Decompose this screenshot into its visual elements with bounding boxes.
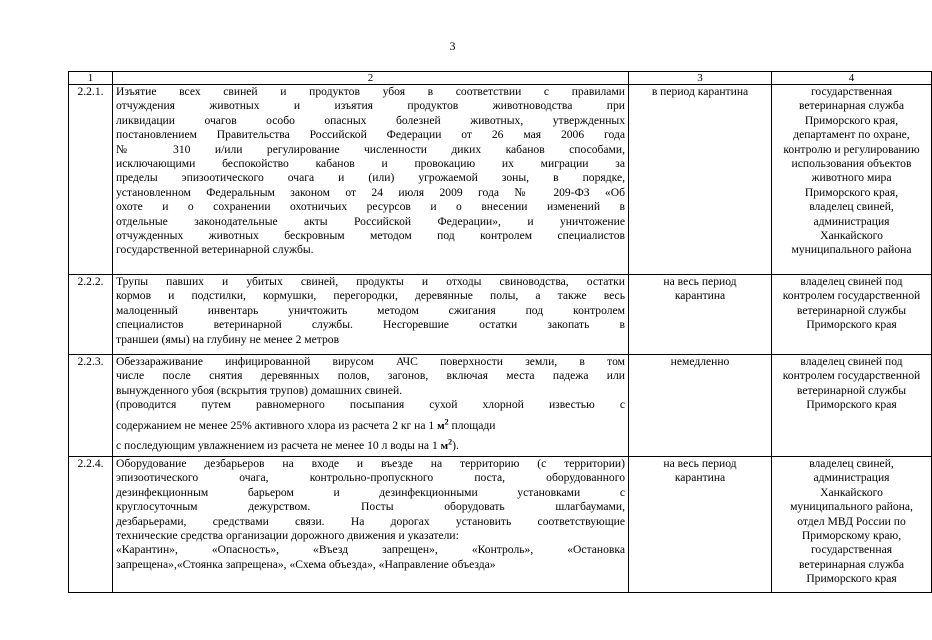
description-line: государственной ветеринарной службы.: [116, 243, 314, 257]
responsible-line: ветеринарная служба: [799, 557, 904, 571]
row-description: [113, 85, 629, 275]
description-line: пределы эпизоотического очага и (или) угрожаемой зоны, в порядке,: [116, 171, 625, 185]
responsible-line: Приморского края: [806, 318, 897, 332]
description-line: [116, 439, 625, 453]
responsible-line: контролем государственной: [782, 369, 921, 383]
row-responsible: [772, 457, 932, 593]
responsible-line: ветеринарная служба: [799, 99, 904, 113]
description-line: малоценный инвентарь уничтожить методом сжигания под контролем: [116, 303, 625, 317]
row-description: [113, 275, 629, 355]
description-line: отдельные законодательные акты Российской Федерации», и уничтожение: [116, 214, 625, 228]
row-term: [629, 355, 772, 457]
description-line: числе после снятия деревянных полов, загонов, включая места падежа или: [116, 369, 625, 383]
description-line: Изъятие всех свиней и продуктов убоя в соответствии с правилами: [116, 85, 625, 98]
unit-symbol: м: [440, 440, 449, 453]
description-line: дезбарьерами, средствами связи. На дорогах установить соответствующие: [116, 514, 625, 528]
column-header-4: 4: [772, 72, 932, 85]
description-line: ликвидации очагов особо опасных болезней животных, утвержденных: [116, 113, 625, 127]
responsible-line: ветеринарной службы: [796, 383, 907, 397]
description-line: специалистов ветеринарной службы. Несгоревшие остатки закопать в: [116, 318, 625, 332]
row-term: [629, 457, 772, 593]
row-number: 2.2.2.: [69, 275, 113, 355]
row-description: [113, 355, 629, 457]
description-line: установленном Федеральным законом от 24 июля 2009 года № 209-ФЗ «Об: [116, 185, 625, 199]
description-line: запрещена»,«Стоянка запрещена», «Схема объезда», «Направление объезда»: [116, 557, 496, 571]
description-line: дезинфекционным барьером и дезинфекционными установками с: [116, 485, 625, 499]
row-term: [629, 85, 772, 275]
row-number: 2.2.4.: [69, 457, 113, 593]
description-line: отчуждения животных и изъятия продуктов животноводства при: [116, 99, 625, 113]
description-text: ).: [452, 439, 459, 453]
responsible-line: владелец свиней под: [800, 355, 903, 368]
column-header-3: 3: [629, 72, 772, 85]
description-line: «Карантин», «Опасность», «Въезд запрещен», «Контроль», «Остановка: [116, 543, 625, 557]
responsible-line: Приморского края: [806, 398, 897, 412]
row-responsible: [772, 355, 932, 457]
responsible-line: Приморскому краю,: [801, 529, 902, 543]
description-line: исключающими беспокойство кабанов и провокацию их миграции за: [116, 157, 625, 171]
description-line: технические средства организации дорожного движения и указатели:: [116, 529, 459, 543]
measures-table: [68, 71, 932, 593]
responsible-line: Приморского края: [806, 572, 897, 586]
term-line: карантина: [674, 289, 726, 303]
square-meter-unit: [437, 416, 449, 432]
row-number: 2.2.3.: [69, 355, 113, 457]
description-line: кормов и подстилки, кормушки, перегородки, деревянные полы, а также весь: [116, 289, 625, 303]
row-responsible: [772, 275, 932, 355]
description-line: Обеззараживание инфицированной вирусом АЧС поверхности земли, в том: [116, 355, 625, 368]
responsible-line: контролем государственной: [782, 289, 921, 303]
description-line: Трупы павших и убитых свиней, продукты и отходы свиноводства, остатки: [116, 275, 625, 288]
responsible-line: животного мира: [811, 171, 892, 185]
responsible-line: контролю и регулированию: [783, 142, 920, 156]
responsible-line: владелец свиней под: [800, 275, 903, 288]
responsible-line: государственная: [810, 85, 893, 98]
term-line: в период карантина: [651, 85, 749, 98]
column-header-1: 1: [69, 72, 113, 85]
description-line: траншеи (ямы) на глубину не менее 2 метров: [116, 332, 340, 346]
term-line: на весь период: [663, 457, 737, 470]
responsible-line: администрация: [813, 471, 890, 485]
table-row: [69, 275, 932, 355]
description-line: Оборудование дезбарьеров на входе и въезде на территорию (с территории): [116, 457, 625, 470]
responsible-line: владелец свиней,: [809, 457, 894, 470]
responsible-line: использования объектов: [791, 157, 912, 171]
description-text: с последующим увлажнением из расчета не менее 10 л воды на 1: [116, 439, 441, 453]
table-row: [69, 457, 932, 593]
responsible-line: отдел МВД России по: [797, 514, 906, 528]
responsible-line: муниципального района: [791, 243, 912, 257]
responsible-line: Приморского края,: [804, 113, 899, 127]
responsible-line: департамент по охране,: [793, 128, 910, 142]
term-line: немедленно: [670, 355, 730, 368]
responsible-line: ветеринарной службы: [796, 303, 907, 317]
responsible-line: Ханкайского: [820, 485, 883, 499]
unit-symbol: м: [437, 419, 445, 432]
description-line: круглосуточным дежурством. Посты оборудовать шлагбаумами,: [116, 500, 625, 514]
description-text: площади: [448, 418, 496, 432]
responsible-line: администрация: [813, 214, 890, 228]
row-description: [113, 457, 629, 593]
description-line: вынужденного убоя (вскрытия трупов) домашних свиней.: [116, 383, 403, 397]
square-meter-unit: [440, 437, 453, 453]
description-line: охоте и о сохранении охотничьих ресурсов и о внесении изменений в: [116, 200, 625, 214]
table-row: [69, 85, 932, 275]
description-text: содержанием не менее 25% активного хлора из расчета 2 кг на 1: [116, 418, 438, 432]
description-line: эпизоотического очага, контрольно-пропускного поста, оборудованного: [116, 471, 625, 485]
responsible-line: Приморского края,: [804, 185, 899, 199]
unit-superscript: 2: [444, 416, 449, 426]
page-number: 3: [449, 39, 456, 53]
row-responsible: [772, 85, 932, 275]
responsible-line: Ханкайского: [820, 229, 883, 243]
term-line: на весь период: [663, 275, 737, 288]
table-header-row: [69, 72, 932, 85]
unit-superscript: 2: [448, 437, 453, 447]
table-row: [69, 355, 932, 457]
column-header-2: 2: [113, 72, 629, 85]
row-number: 2.2.1.: [69, 85, 113, 275]
description-line: постановлением Правительства Российской Федерации от 26 мая 2006 года: [116, 128, 625, 142]
responsible-line: владелец свиней,: [809, 200, 894, 214]
description-line: отчужденных животных бескровным методом под контролем специалистов: [116, 229, 625, 243]
description-line: № 310 и/или регулирование численности диких кабанов способами,: [116, 142, 625, 156]
description-line: [116, 416, 625, 433]
row-term: [629, 275, 772, 355]
description-line: (проводится путем равномерного посыпания сухой хлорной известью с: [116, 398, 625, 412]
term-line: карантина: [674, 471, 726, 485]
responsible-line: государственная: [810, 543, 893, 557]
responsible-line: муниципального района,: [790, 500, 913, 514]
